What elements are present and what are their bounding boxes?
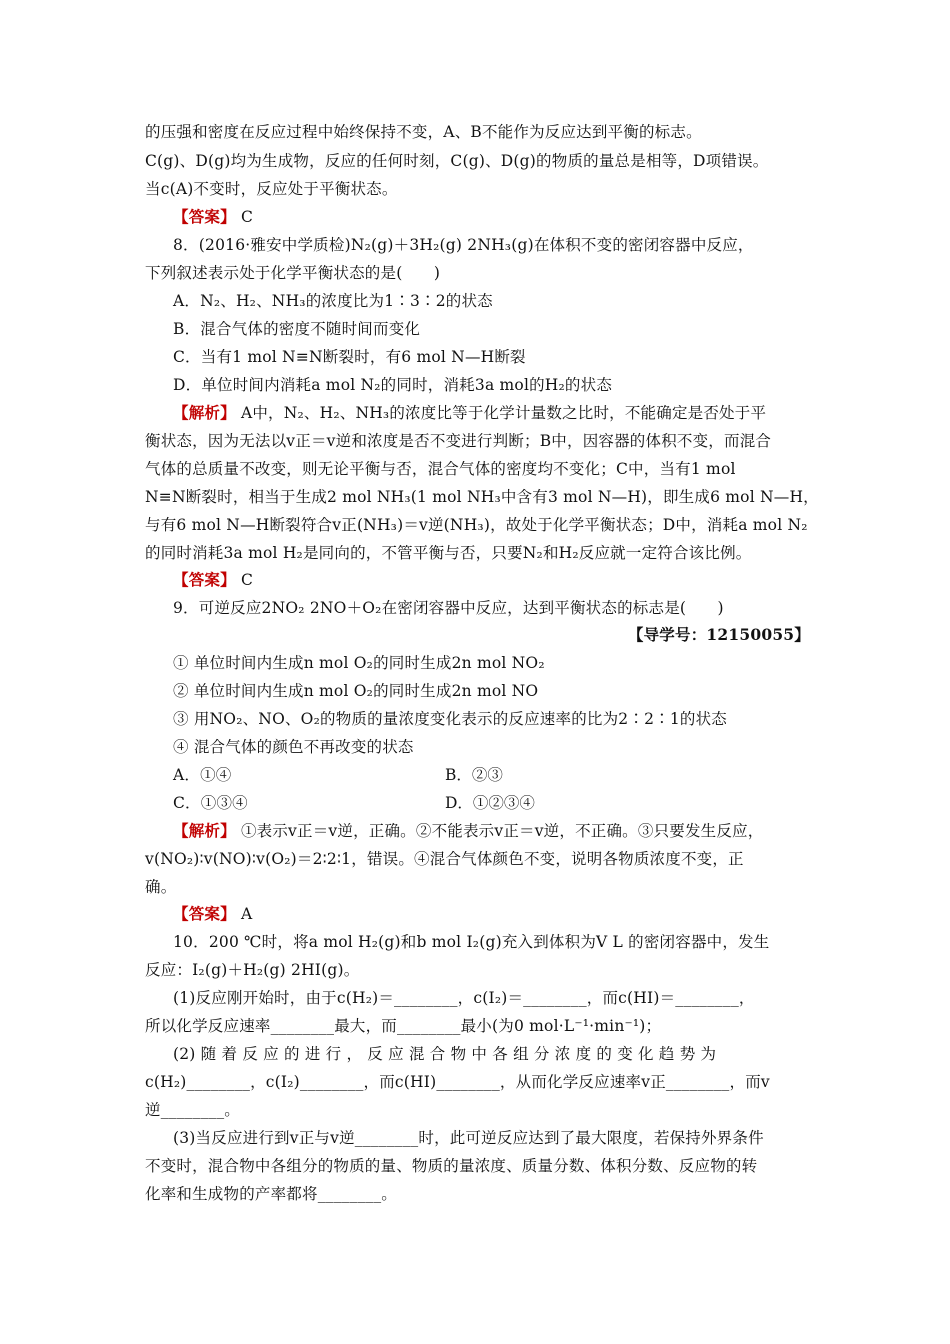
text-line: C(g)、D(g)均为生成物，反应的任何时刻，C(g)、D(g)的物质的量总是相等，D项错误。 xyxy=(145,152,769,170)
q9-option-a: A．①④ xyxy=(173,766,232,784)
q10-part-3: (3)当反应进行到v正与v逆________时，此可逆反应达到了最大限度，若保持外界条件 xyxy=(173,1129,764,1147)
q9-stem: 9．可逆反应2NO₂ 2NO＋O₂在密闭容器中反应，达到平衡状态的标志是( ) xyxy=(173,599,724,617)
analysis-text: A中，N₂、H₂、NH₃的浓度比等于化学计量数之比时，不能确定是否处于平 xyxy=(240,404,767,422)
q8-analysis-line: 气体的总质量不改变，则无论平衡与否，混合气体的密度均不变化；C中，当有1 mol xyxy=(145,460,736,478)
q8-analysis-line xyxy=(173,402,838,424)
q8-stem-cont: 下列叙述表示处于化学平衡状态的是( ) xyxy=(145,264,441,282)
q8-option-c: C．当有1 mol N≡N断裂时，有6 mol N—H断裂 xyxy=(173,348,526,366)
q9-option-d: D．①②③④ xyxy=(445,794,535,812)
q8-analysis-line: 衡状态，因为无法以v正＝v逆和浓度是否不变进行判断；B中，因容器的体积不变，而混合 xyxy=(145,432,772,450)
q8-stem: 8．(2016·雅安中学质检)N₂(g)＋3H₂(g) 2NH₃(g)在体积不变的密闭容器中反应， xyxy=(173,236,754,254)
guide-number: 【导学号：12150055】 xyxy=(627,625,810,644)
q10-part-2-cont: 逆________。 xyxy=(145,1101,241,1119)
q9-answer-line xyxy=(173,903,838,925)
answer-tag: 【答案】 xyxy=(173,207,236,226)
q9-option-b: B．②③ xyxy=(445,766,503,784)
q7-answer-line xyxy=(173,206,838,228)
q9-analysis-line: v(NO₂)∶v(NO)∶v(O₂)＝2∶2∶1，错误。④混合气体颜色不变，说明各物质浓度不变，正 xyxy=(145,850,744,868)
q9-option-c: C．①③④ xyxy=(173,794,248,812)
q10-part-1-cont: 所以化学反应速率________最大，而________最小(为0 mol·L⁻¹·min⁻¹)； xyxy=(145,1017,662,1035)
analysis-text: ①表示v正＝v逆，正确。②不能表示v正＝v逆，不正确。③只要发生反应， xyxy=(240,822,764,840)
analysis-tag: 【解析】 xyxy=(173,403,236,422)
q8-analysis-line: N≡N断裂时，相当于生成2 mol NH₃(1 mol NH₃中含有3 mol N—H)，即生成6 mol N—H， xyxy=(145,488,819,506)
q9-statement-2: ② 单位时间内生成n mol O₂的同时生成2n mol NO xyxy=(173,682,539,700)
analysis-tag: 【解析】 xyxy=(173,821,236,840)
q10-part-1: (1)反应刚开始时，由于c(H₂)＝________，c(I₂)＝________，而c(HI)＝________， xyxy=(173,989,755,1007)
q9-statement-1: ① 单位时间内生成n mol O₂的同时生成2n mol NO₂ xyxy=(173,654,545,672)
text-line: 当c(A)不变时，反应处于平衡状态。 xyxy=(145,180,398,198)
q10-part-2-cont: c(H₂)________，c(I₂)________，而c(HI)________，从而化学反应速率v正________，而v xyxy=(145,1073,770,1091)
q8-option-a: A．N₂、H₂、NH₃的浓度比为1∶3∶2的状态 xyxy=(173,292,493,310)
q8-answer-line xyxy=(173,569,838,591)
q8-analysis-line: 与有6 mol N—H断裂符合v正(NH₃)＝v逆(NH₃)，故处于化学平衡状态；D中，消耗a mol N₂ xyxy=(145,516,808,534)
q10-stem: 10．200 ℃时，将a mol H₂(g)和b mol I₂(g)充入到体积为V L 的密闭容器中，发生 xyxy=(173,933,770,951)
answer-tag: 【答案】 xyxy=(173,904,236,923)
answer-value: C xyxy=(240,571,254,589)
q10-part-3-cont: 化率和生成物的产率都将________。 xyxy=(145,1185,398,1203)
answer-tag: 【答案】 xyxy=(173,570,236,589)
q9-analysis-line: 确。 xyxy=(145,878,177,896)
q9-statement-4: ④ 混合气体的颜色不再改变的状态 xyxy=(173,738,414,756)
q8-analysis-line: 的同时消耗3a mol H₂是同向的，不管平衡与否，只要N₂和H₂反应就一定符合该比例。 xyxy=(145,544,752,562)
q9-statement-3: ③ 用NO₂、NO、O₂的物质的量浓度变化表示的反应速率的比为2∶2∶1的状态 xyxy=(173,710,727,728)
answer-value: C xyxy=(240,208,254,226)
answer-value: A xyxy=(240,905,253,923)
q9-analysis-line xyxy=(173,820,838,842)
text-line: 的压强和密度在反应过程中始终保持不变，A、B不能作为反应达到平衡的标志。 xyxy=(145,123,702,141)
q10-stem-cont: 反应：I₂(g)＋H₂(g) 2HI(g)。 xyxy=(145,961,360,979)
q8-option-d: D．单位时间内消耗a mol N₂的同时，消耗3a mol的H₂的状态 xyxy=(173,376,613,394)
q10-part-3-cont: 不变时，混合物中各组分的物质的量、物质的量浓度、质量分数、体积分数、反应物的转 xyxy=(145,1157,758,1175)
q8-option-b: B．混合气体的密度不随时间而变化 xyxy=(173,320,421,338)
q10-part-2: (2) 随 着 反 应 的 进 行 ， 反 应 混 合 物 中 各 组 分 浓 度 的 变 化 趋 势 为 xyxy=(173,1045,717,1063)
